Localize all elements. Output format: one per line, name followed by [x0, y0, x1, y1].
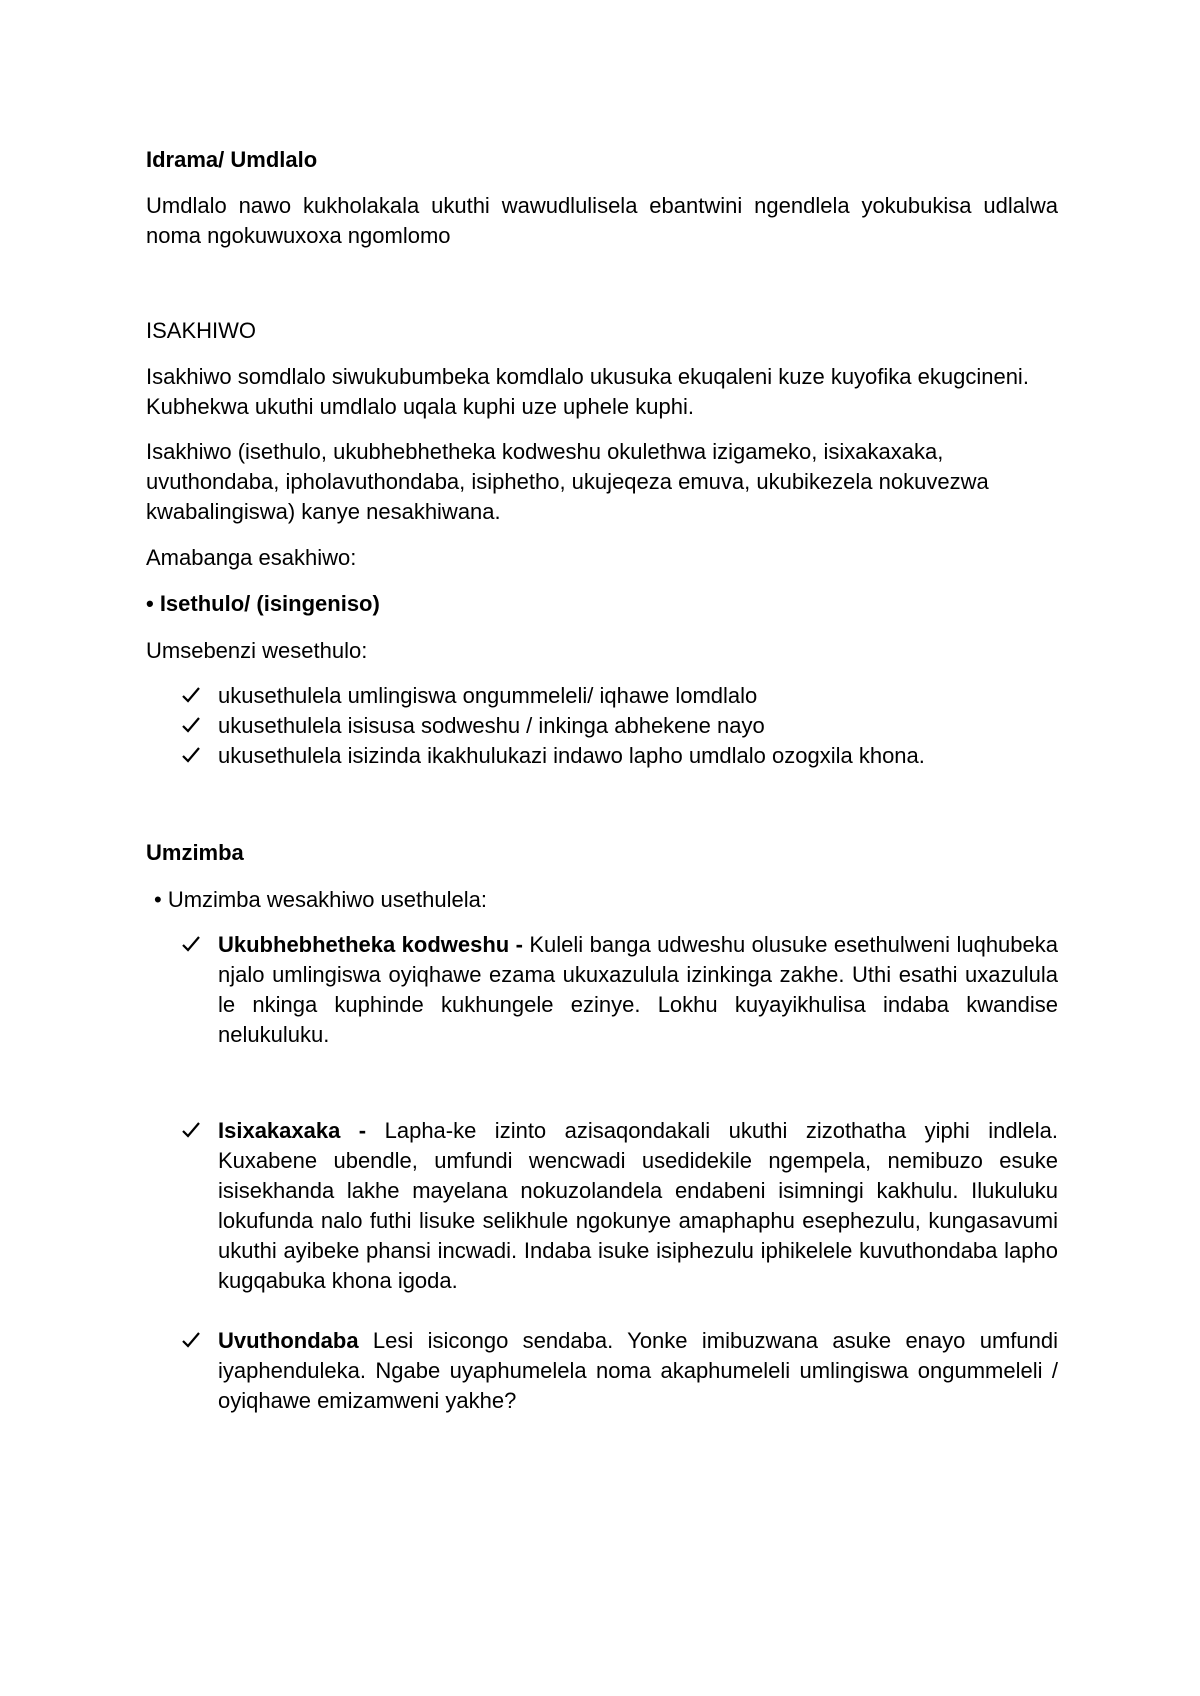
desc-uvuthondaba: Lesi isicongo sendaba. Yonke imibuzwana asuke enayo umfundi iyaphenduleka. Ngabe uyaphumelela noma akaphumeleli umlingiswa ongummeleli / oyiqhawe emizamweni yakhe? [218, 1328, 1058, 1413]
section-heading-isakhiwo: ISAKHIWO [146, 318, 257, 343]
paragraph-umdlalo-definition: Umdlalo nawo kukholakala ukuthi wawudlulisela ebantwini ngendlela yokubukisa udlalwa noma ngokuwuxoxa ngomlomo [146, 193, 1058, 248]
checkmark-icon [182, 741, 206, 771]
checkmark-icon [182, 1326, 206, 1356]
check-item-text: ukusethulela isizinda ikakhulukazi indawo lapho umdlalo ozogxila khona. [218, 743, 925, 768]
section-heading-idrama: Idrama/ Umdlalo [146, 147, 318, 172]
isethulo-checklist [182, 681, 1058, 771]
term-isixakaxaka: Isixakaxaka - [218, 1118, 367, 1143]
check-item-uvuthondaba [182, 1326, 1058, 1416]
check-item [182, 741, 1058, 771]
bullet-umzimba-intro: • Umzimba wesakhiwo usethulela: [154, 887, 487, 912]
term-uvuthondaba: Uvuthondaba [218, 1328, 359, 1353]
check-item [182, 681, 1058, 711]
checkmark-icon [182, 1116, 206, 1146]
desc-isixakaxaka: Lapha-ke izinto azisaqondakali ukuthi zizothatha yiphi indlela. Kuxabene ubendle, umfundi wencwadi usedidekile ngempela, nemibuzo esuke isisekhanda lakhe mayelana nokuzolandela endabeni isimningi kakhulu. Ilukuluku lokufunda nalo futhi lisuke selikhule ngokunye amaphaphu esephezulu, kungasavumi ukuthi ayibeke phansi incwadi. Indaba isuke isiphezulu iphikelele kuvuthondaba lapho kugqabuka khona igoda. [218, 1118, 1059, 1293]
paragraph-isakhiwo-definition: Isakhiwo somdlalo siwukubumbeka komdlalo ukusuka ekuqaleni kuze kuyofika ekugcineni. Kubhekwa ukuthi umdlalo uqala kuphi uze uphele kuphi. [146, 364, 1029, 419]
section-heading-umzimba: Umzimba [146, 840, 244, 865]
checkmark-icon [182, 711, 206, 741]
document-page [146, 0, 1058, 1696]
umzimba-checklist-2 [182, 1116, 1058, 1296]
check-item-text: ukusethulela umlingiswa ongummeleli/ iqhawe lomdlalo [218, 683, 758, 708]
paragraph-isakhiwo-components: Isakhiwo (isethulo, ukubhebhetheka kodweshu okulethwa izigameko, isixakaxaka, uvuthondaba, ipholavuthondaba, isiphetho, ukujeqeza emuva, ukubikezela nokuvezwa kwabalingiswa) kanye nesakhiwana. [146, 439, 989, 524]
check-item-ukubhebhetheka [182, 930, 1058, 1050]
bullet-heading-isethulo: • Isethulo/ (isingeniso) [146, 591, 380, 616]
term-ukubhebhetheka: Ukubhebhetheka kodweshu - [218, 932, 523, 957]
paragraph-amabanga: Amabanga esakhiwo: [146, 545, 357, 570]
check-item [182, 711, 1058, 741]
check-item-isixakaxaka [182, 1116, 1058, 1296]
check-item-text: ukusethulela isisusa sodweshu / inkinga abhekene nayo [218, 713, 765, 738]
desc-ukubhebhetheka: Kuleli banga udweshu olusuke esethulweni luqhubeka njalo umlingiswa oyiqhawe ezama ukuxazulula izinkinga zakhe. Uthi esathi uxazulula le nkinga kuphinde kukhungele ezinye. Lokhu kuyayikhulisa indaba kwandise nelukuluku. [218, 932, 1058, 1047]
checkmark-icon [182, 681, 206, 711]
umzimba-checklist-1 [182, 930, 1058, 1050]
checkmark-icon [182, 930, 206, 960]
paragraph-umsebenzi: Umsebenzi wesethulo: [146, 638, 368, 663]
umzimba-checklist-3 [182, 1326, 1058, 1416]
